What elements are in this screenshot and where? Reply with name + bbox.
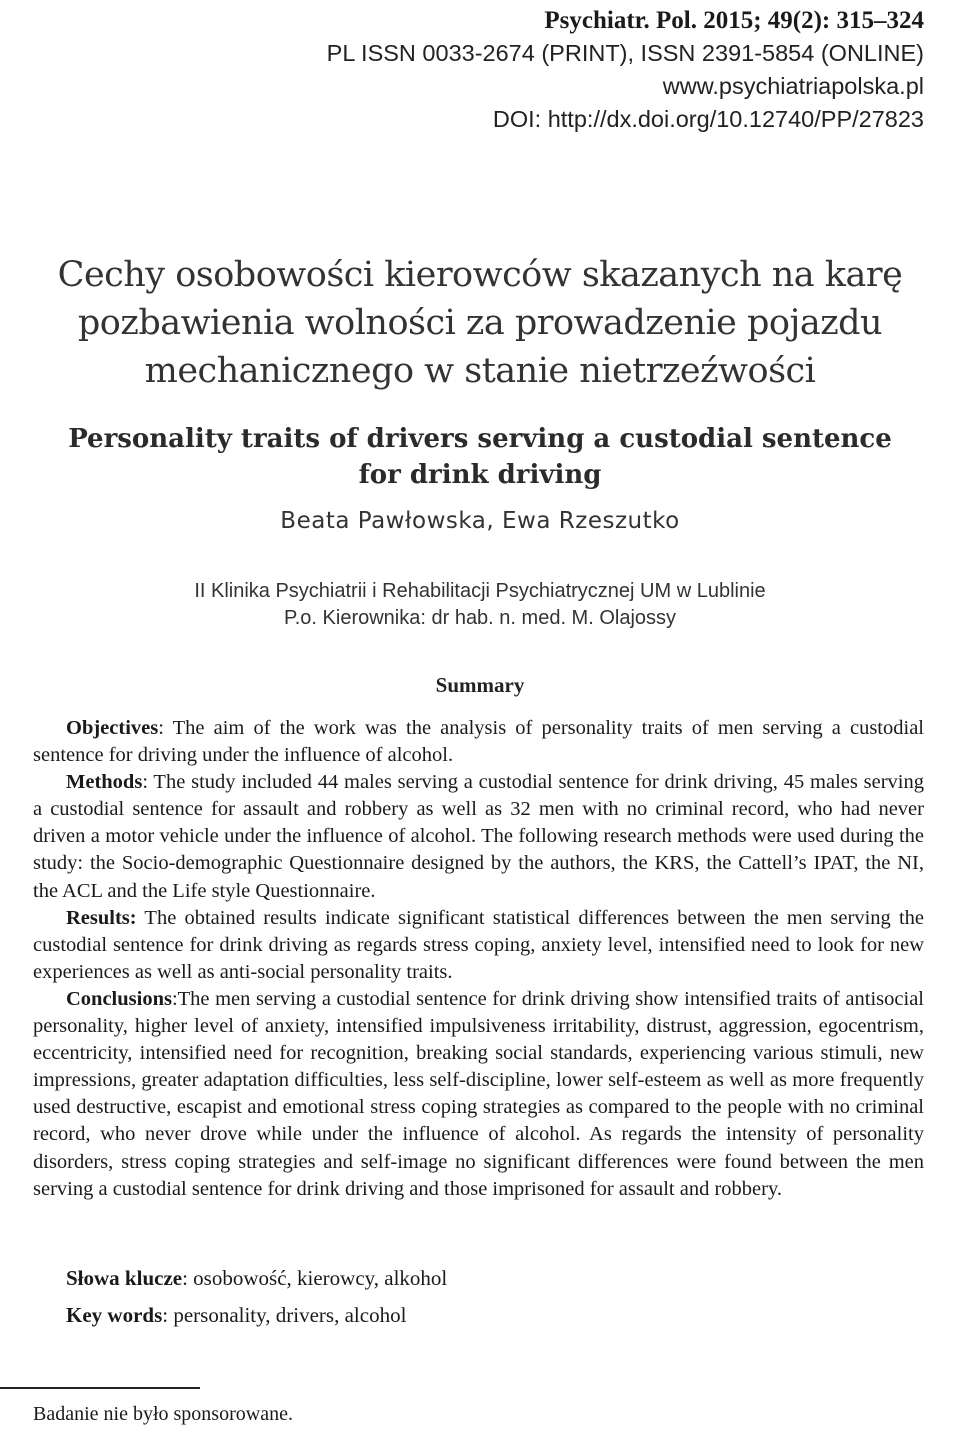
abstract-conclusions (33, 986, 924, 1203)
title-english-line: for drink driving (358, 460, 602, 490)
title-english (0, 421, 960, 493)
journal-issn: PL ISSN 0033-2674 (PRINT), ISSN 2391-5854 (ONLINE) (326, 40, 924, 66)
title-polish-line: Cechy osobowości kierowców skazanych na karę (57, 255, 903, 295)
keywords-polish-label: Słowa klucze (66, 1266, 183, 1290)
keywords-polish-text: : osobowość, kierowcy, alkohol (182, 1266, 448, 1290)
footnote-divider (0, 1387, 200, 1389)
journal-header (327, 4, 924, 136)
affiliation (0, 578, 960, 632)
keywords-english-text: : personality, drivers, alcohol (162, 1303, 407, 1327)
authors: Beata Pawłowska, Ewa Rzeszutko (280, 508, 680, 534)
journal-website: www.psychiatriapolska.pl (662, 73, 924, 99)
footnote: Badanie nie było sponsorowane. (33, 1403, 293, 1425)
conclusions-label: Conclusions (66, 987, 172, 1010)
article-doi: DOI: http://dx.doi.org/10.12740/PP/27823 (492, 106, 924, 132)
affiliation-head: P.o. Kierownika: dr hab. n. med. M. Olajossy (283, 607, 677, 629)
abstract-results (33, 905, 924, 986)
results-text: The obtained results indicate significant statistical differences between the men serving the custodial sentence for drink driving as regards stress coping, anxiety level, intensified need to look for new experiences as well as anti-social personality traits. (33, 906, 924, 983)
summary-heading: Summary (435, 673, 525, 697)
keywords-english-label: Key words (66, 1303, 163, 1327)
title-english-line: Personality traits of drivers serving a custodial sentence (68, 424, 892, 454)
conclusions-text: :The men serving a custodial sentence for drink driving show intensified traits of antisocial personality, higher level of anxiety, intensified impulsiveness irritability, distrust, aggression, egocentrism, eccentricity, intensified need for recognition, breaking social standards, experiencing various stimuli, new impressions, greater adaptation difficulties, less self-discipline, lower self-esteem as well as more frequently used destructive, escapist and emotional stress coping strategies as compared to the people with no criminal record, who never drove while under the influence of alcohol. As regards the intensity of personality disorders, stress coping strategies and self-image no significant differences were found between the men serving a custodial sentence for drink driving and those imprisoned for assault and robbery. (33, 987, 924, 1200)
title-polish (0, 251, 960, 395)
keywords-english (66, 1303, 447, 1340)
abstract (33, 715, 924, 1203)
keywords (66, 1266, 447, 1340)
journal-citation: Psychiatr. Pol. 2015; 49(2): 315–324 (544, 7, 924, 34)
abstract-methods (33, 769, 924, 904)
objectives-label: Objectives (66, 717, 159, 739)
methods-text: : The study included 44 males serving a custodial sentence for drink driving, 45 males serving a custodial sentence for assault and robbery as well as 32 men with no criminal record, who had never driven a motor vehicle under the influence of alcohol. The following research methods were used during the study: the Socio-demographic Questionnaire designed by the authors, the KRS, the Cattell’s IPAT, the NI, the ACL and the Life style Questionnaire. (33, 771, 924, 902)
title-polish-line: mechanicznego w stanie nietrzeźwości (144, 351, 816, 391)
title-polish-line: pozbawienia wolności za prowadzenie pojazdu (77, 303, 883, 343)
results-label: Results: (66, 906, 137, 929)
methods-label: Methods (66, 771, 143, 794)
affiliation-institution: II Klinika Psychiatrii i Rehabilitacji Psychiatrycznej UM w Lublinie (194, 580, 766, 602)
keywords-polish (66, 1266, 447, 1303)
objectives-text: : The aim of the work was the analysis of personality traits of men serving a custodial sentence for driving under the influence of alcohol. (33, 717, 924, 767)
abstract-objectives (33, 715, 924, 769)
